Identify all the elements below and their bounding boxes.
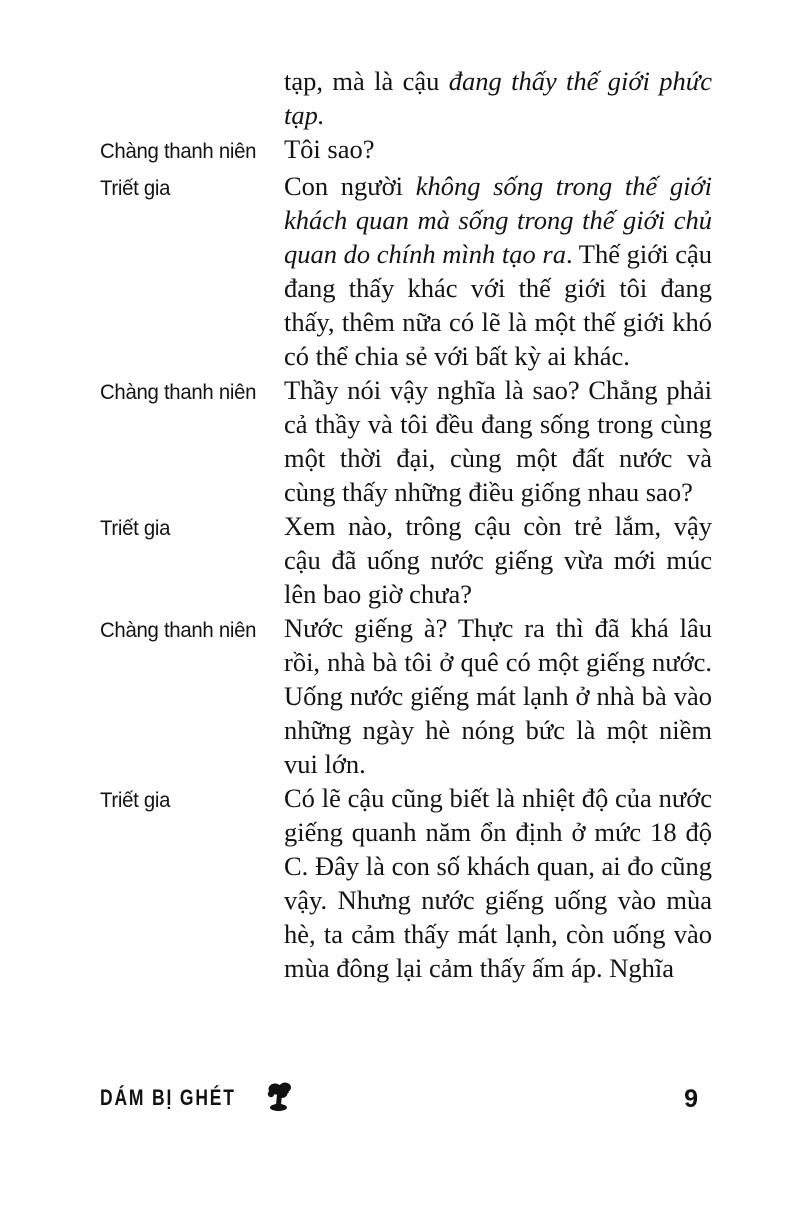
speaker-label: Triết gia <box>100 789 171 812</box>
speaker-label: Triết gia <box>100 177 171 200</box>
dialogue-row <box>100 64 712 132</box>
dialogue-text: Thầy nói vậy nghĩa là sao? Chẳng phải cả thầy và tôi đều đang sống trong cùng một thời đại, cùng một đất nước và cùng thấy những điều giống nhau sao? <box>284 375 712 507</box>
dialogue-text: Tôi sao? <box>284 134 375 164</box>
dialogue-row <box>100 373 712 509</box>
dialogue-row <box>100 509 712 611</box>
dialogue-row <box>100 132 712 169</box>
speaker-label: Chàng thanh niên <box>100 140 257 163</box>
speaker-label: Triết gia <box>100 517 171 540</box>
dialogue-text: Có lẽ cậu cũng biết là nhiệt độ của nước giếng quanh năm ổn định ở mức 18 độ C. Đây là con số khách quan, ai đo cũng vậy. Nhưng nước giếng uống vào mùa hè, ta cảm thấy mát lạnh, còn uống vào mùa đông lại cảm thấy ấm áp. Nghĩa <box>284 783 712 983</box>
tree-icon <box>262 1085 296 1113</box>
speaker-label <box>100 64 278 67</box>
page-footer <box>100 1078 710 1120</box>
dialogue-text: tạp, mà là cậu đang thấy thế giới phức tạp. <box>284 66 712 130</box>
dialogue-row <box>100 611 712 781</box>
speaker-label: Chàng thanh niên <box>100 619 257 642</box>
dialogue-row <box>100 781 712 985</box>
book-title: DÁM BỊ GHÉT <box>100 1086 236 1111</box>
dialogue <box>100 64 712 985</box>
dialogue-row <box>100 169 712 373</box>
page-number: 9 <box>684 1084 698 1113</box>
dialogue-text: Con người không sống trong thế giới khách quan mà sống trong thế giới chủ quan do chính mình tạo ra. Thế giới cậu đang thấy khác với thế giới tôi đang thấy, thêm nữa có lẽ là một thế giới khó có thể chia sẻ với bất kỳ ai khác. <box>284 171 712 371</box>
dialogue-text: Nước giếng à? Thực ra thì đã khá lâu rồi, nhà bà tôi ở quê có một giếng nước. Uống nước giếng mát lạnh ở nhà bà vào những ngày hè nóng bức là một niềm vui lớn. <box>284 613 712 779</box>
dialogue-text: Xem nào, trông cậu còn trẻ lắm, vậy cậu đã uống nước giếng vừa mới múc lên bao giờ chưa? <box>284 511 712 609</box>
footer-brand <box>100 1085 296 1113</box>
speaker-label: Chàng thanh niên <box>100 381 257 404</box>
